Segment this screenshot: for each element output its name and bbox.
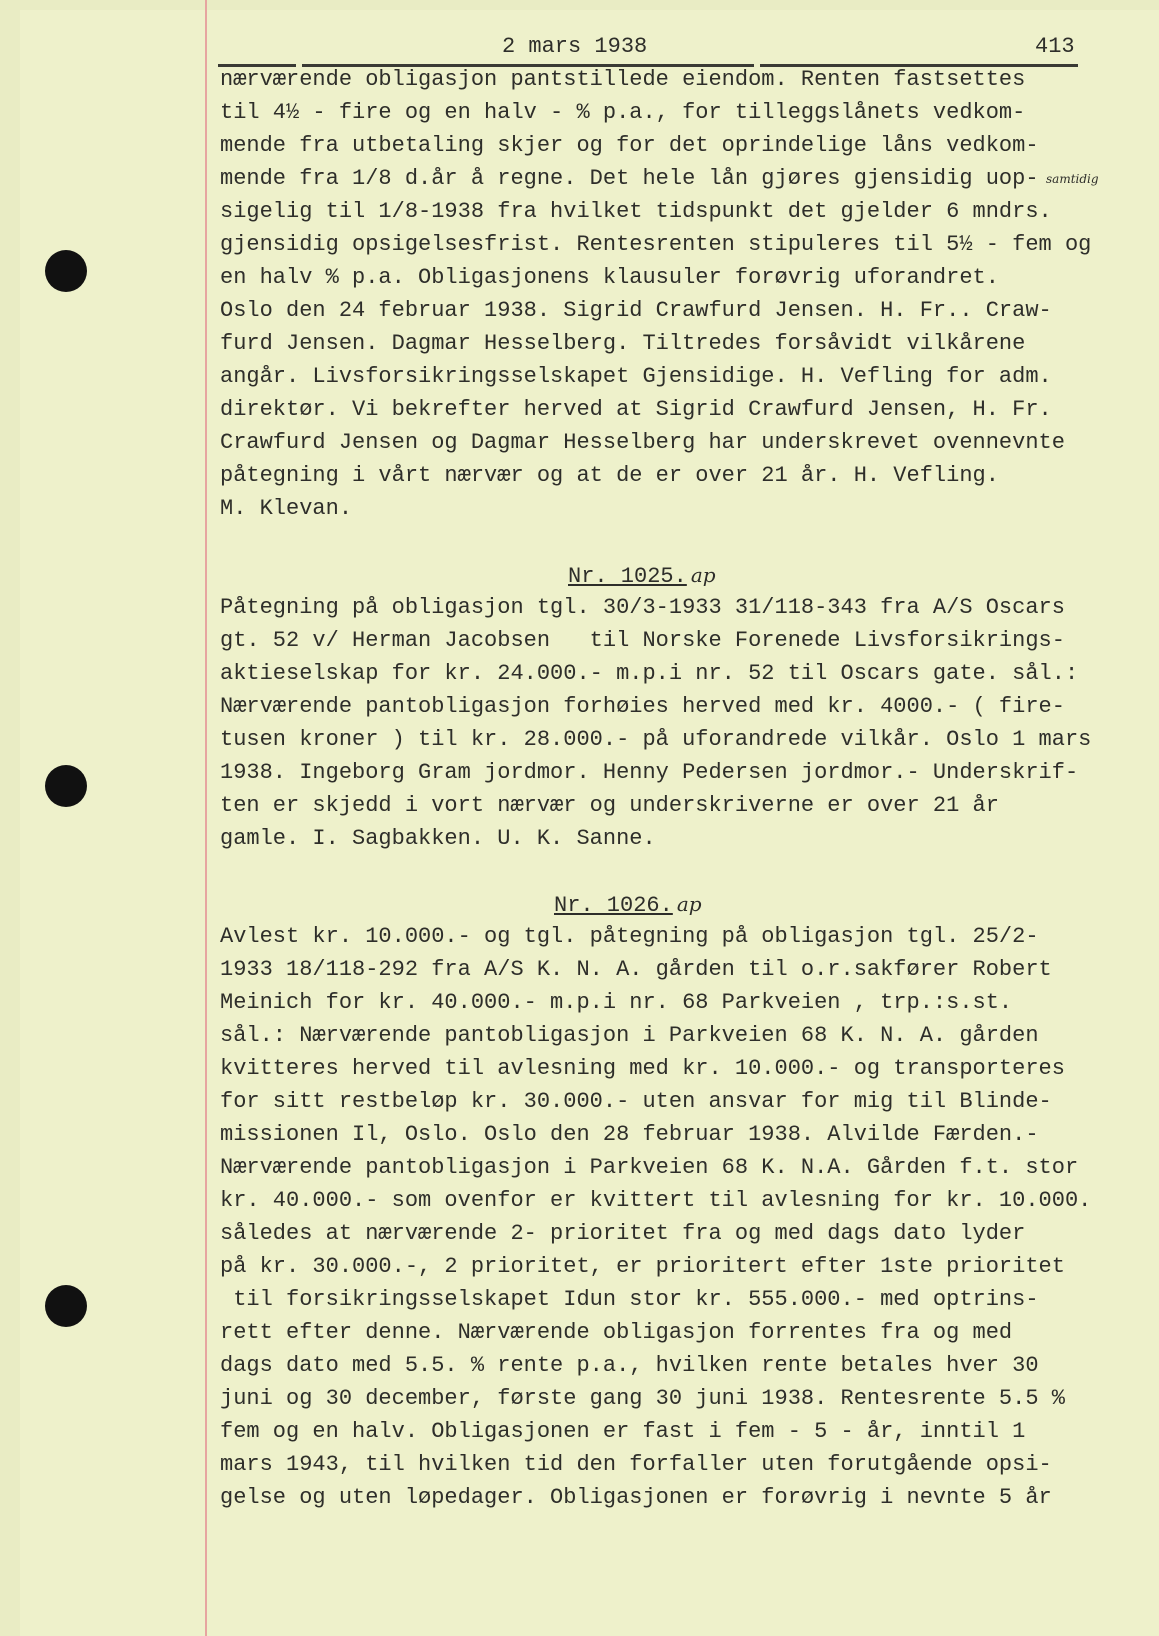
text-line: direktør. Vi bekrefter herved at Sigrid Crawfurd Jensen, H. Fr.: [220, 397, 1052, 422]
text-line: til forsikringsselskapet Idun stor kr. 555.000.- med optrins-: [220, 1287, 1039, 1312]
text-line: kr. 40.000.- som ovenfor er kvittert til avlesning for kr. 10.000.: [220, 1188, 1092, 1213]
page-number: 413: [1035, 34, 1075, 59]
text-line: sål.: Nærværende pantobligasjon i Parkveien 68 K. N. A. gården: [220, 1023, 1039, 1048]
text-line: Oslo den 24 februar 1938. Sigrid Crawfurd Jensen. H. Fr.. Craw-: [220, 298, 1052, 323]
text-line: en halv % p.a. Obligasjonens klausuler forøvrig uforandret.: [220, 265, 999, 290]
entry-number-text: Nr. 1025.: [568, 564, 687, 589]
text-line: Nærværende pantobligasjon i Parkveien 68 K. N.A. Gården f.t. stor: [220, 1155, 1079, 1180]
text-line: sigelig til 1/8-1938 fra hvilket tidspunkt det gjelder 6 mndrs.: [220, 199, 1052, 224]
entry-number-text: Nr. 1026.: [554, 893, 673, 918]
text-line: gt. 52 v/ Herman Jacobsen til Norske Forenede Livsforsikrings-: [220, 628, 1065, 653]
text-line: nærværende obligasjon pantstillede eiendom. Renten fastsettes: [220, 67, 1026, 92]
text-line: Nærværende pantobligasjon forhøies herved med kr. 4000.- ( fire-: [220, 694, 1065, 719]
text-line: mars 1943, til hvilken tid den forfaller uten forutgående opsi-: [220, 1452, 1052, 1477]
text-line: M. Klevan.: [220, 496, 353, 521]
text-line: furd Jensen. Dagmar Hesselberg. Tiltredes forsåvidt vilkårene: [220, 331, 1026, 356]
handwritten-mark: ap: [676, 892, 702, 916]
text-line: gelse og uten løpedager. Obligasjonen er forøvrig i nevnte 5 år: [220, 1485, 1052, 1510]
text-line: ten er skjedd i vort nærvær og underskriverne er over 21 år: [220, 793, 999, 818]
handwritten-mark: ap: [690, 563, 716, 587]
text-line: tusen kroner ) til kr. 28.000.- på uforandrede vilkår. Oslo 1 mars: [220, 727, 1092, 752]
text-line: gjensidig opsigelsesfrist. Rentesrenten stipuleres til 5½ - fem og: [220, 232, 1092, 257]
margin-line: [205, 0, 207, 1636]
text-line: således at nærværende 2- prioritet fra og med dags dato lyder: [220, 1221, 1026, 1246]
text-line: på kr. 30.000.-, 2 prioritet, er prioritert efter 1ste prioritet: [220, 1254, 1065, 1279]
text-line: for sitt restbeløp kr. 30.000.- uten ansvar for mig til Blinde-: [220, 1089, 1052, 1114]
entry-number-1026: [554, 891, 702, 919]
text-line: Avlest kr. 10.000.- og tgl. påtegning på obligasjon tgl. 25/2-: [220, 924, 1039, 949]
text-line: mende fra utbetaling skjer og for det oprindelige låns vedkom-: [220, 133, 1039, 158]
text-line: Meinich for kr. 40.000.- m.p.i nr. 68 Parkveien , trp.:s.st.: [220, 990, 1013, 1015]
text-line: til 4½ - fire og en halv - % p.a., for tilleggslånets vedkom-: [220, 100, 1026, 125]
punch-hole: [45, 765, 87, 807]
text-line: Påtegning på obligasjon tgl. 30/3-1933 31/118-343 fra A/S Oscars: [220, 595, 1065, 620]
text-line: kvitteres herved til avlesning med kr. 10.000.- og transporteres: [220, 1056, 1065, 1081]
header-date: 2 mars 1938: [502, 34, 648, 59]
punch-hole: [45, 250, 87, 292]
entry-number-1025: [568, 562, 716, 590]
text-line: aktieselskap for kr. 24.000.- m.p.i nr. 52 til Oscars gate. sål.:: [220, 661, 1079, 686]
text-line: missionen Il, Oslo. Oslo den 28 februar 1938. Alvilde Færden.-: [220, 1122, 1039, 1147]
punch-hole: [45, 1285, 87, 1327]
text-line: 1933 18/118-292 fra A/S K. N. A. gården til o.r.sakfører Robert: [220, 957, 1052, 982]
text-line: mende fra 1/8 d.år å regne. Det hele lån gjøres gjensidig uop-: [220, 166, 1039, 191]
text-line: angår. Livsforsikringsselskapet Gjensidige. H. Vefling for adm.: [220, 364, 1052, 389]
text-line: juni og 30 december, første gang 30 juni 1938. Rentesrente 5.5 %: [220, 1386, 1065, 1411]
text-line: rett efter denne. Nærværende obligasjon forrentes fra og med: [220, 1320, 1013, 1345]
text-line: gamle. I. Sagbakken. U. K. Sanne.: [220, 826, 656, 851]
text-line: påtegning i vårt nærvær og at de er over 21 år. H. Vefling.: [220, 463, 999, 488]
text-line: Crawfurd Jensen og Dagmar Hesselberg har underskrevet ovennevnte: [220, 430, 1065, 455]
text-line: fem og en halv. Obligasjonen er fast i fem - 5 - år, inntil 1: [220, 1419, 1026, 1444]
text-line: 1938. Ingeborg Gram jordmor. Henny Pedersen jordmor.- Underskrif-: [220, 760, 1079, 785]
handwritten-insert: samtidig: [1046, 172, 1099, 186]
text-line: dags dato med 5.5. % rente p.a., hvilken rente betales hver 30: [220, 1353, 1039, 1378]
